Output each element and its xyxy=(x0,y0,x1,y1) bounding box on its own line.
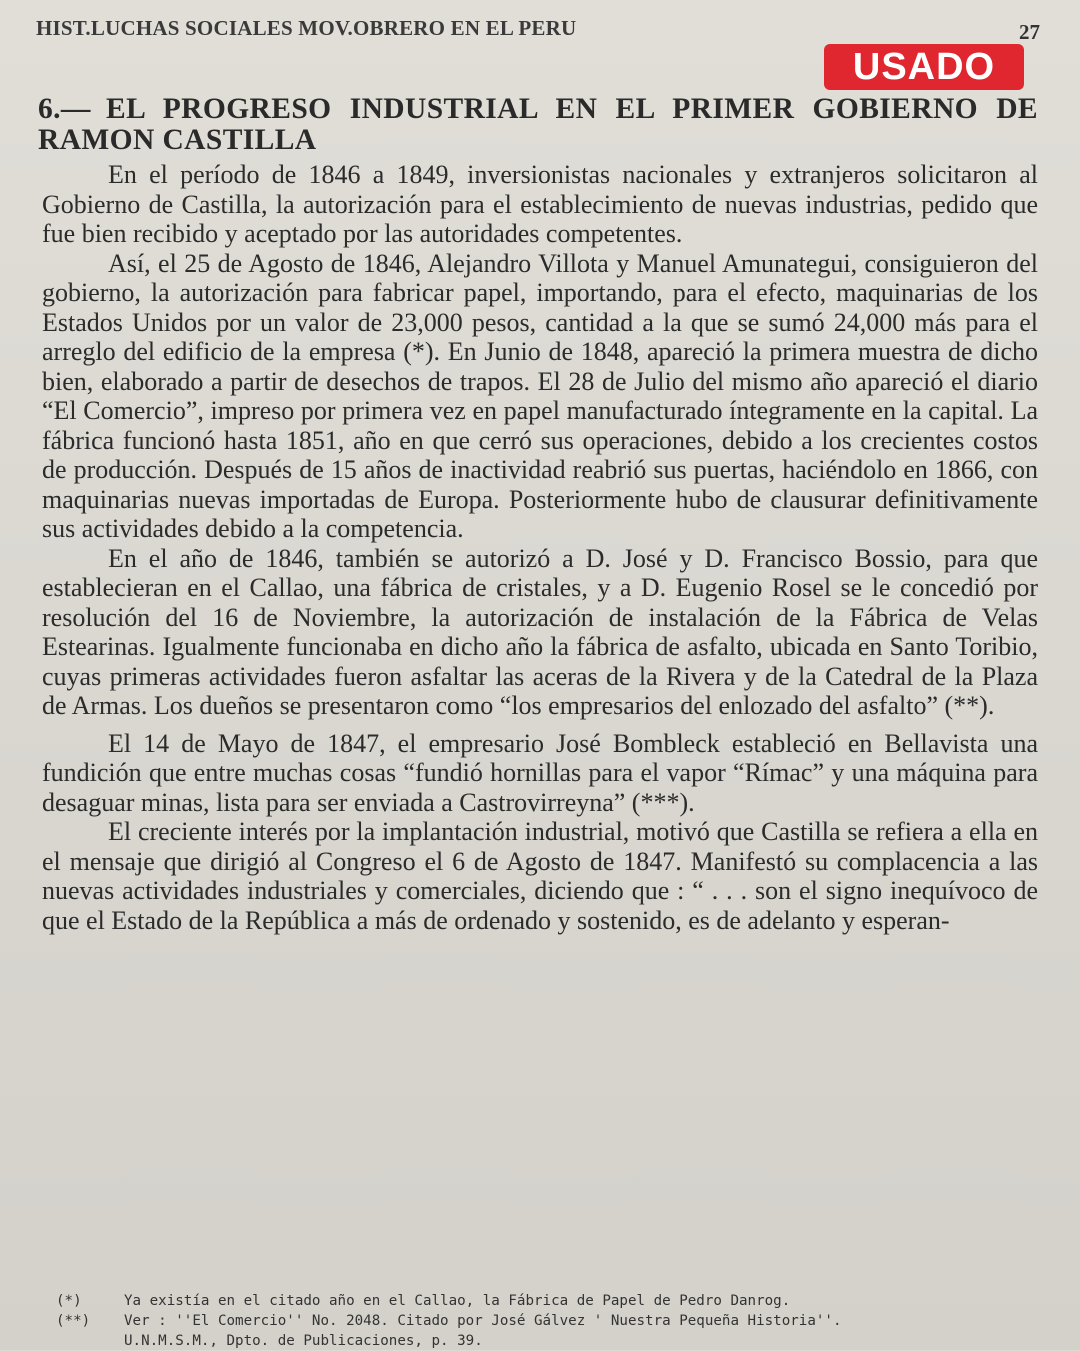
section-number: 6.— xyxy=(38,93,91,125)
footnote xyxy=(56,1291,1046,1311)
paragraph: En el período de 1846 a 1849, inversionistas nacionales y extranjeros solicitaron al Gobierno de Castilla, la autorización para el establecimiento de nuevas industrias, pedido que fue bien recibido y aceptado por las autoridades competentes. xyxy=(42,160,1038,248)
section-title-text: EL PROGRESO INDUSTRIAL EN EL PRIMER GOBIERNO DE RAMON CASTILLA xyxy=(38,93,1038,156)
used-badge: USADO xyxy=(824,44,1024,90)
footnote-mark: (**) xyxy=(56,1313,91,1329)
footnote xyxy=(56,1311,1046,1331)
paragraph: El 14 de Mayo de 1847, el empresario José Bombleck estableció en Bellavista una fundición que entre muchas cosas “fundió hornillas para el vapor “Rímac” y una máquina para desaguar minas, lista para ser enviada a Castrovirreyna” (***). xyxy=(42,728,1038,817)
footnote-text: Ver : ''El Comercio'' No. 2048. Citado por José Gálvez ' Nuestra Pequeña Historia''. xyxy=(124,1313,842,1329)
paragraph: Así, el 25 de Agosto de 1846, Alejandro Villota y Manuel Amunategui, consiguieron del gobierno, la autorización para fabricar papel, importando, para el efecto, maquinarias de los Estados Unidos por un valor de 23,000 pesos, cantidad a la que se sumó 24,000 más para el arreglo del edificio de la empresa (*). En Junio de 1848, apareció la primera muestra de dicho bien, elaborado a partir de desechos de trapos. El 28 de Julio del mismo año apareció el diario “El Comercio”, impreso por primera vez en papel manufacturado íntegramente en la capital. La fábrica funcionó hasta 1851, año en que cerró sus operaciones, debido a los crecientes costos de producción. Después de 15 años de inactividad reabrió sus puertas, haciéndolo en 1866, con maquinarias nuevas importadas de Europa. Posteriormente hubo de clausurar definitivamente sus actividades debido a la competencia. xyxy=(42,248,1038,543)
paragraph: En el año de 1846, también se autorizó a D. José y D. Francisco Bossio, para que establecieran en el Callao, una fábrica de cristales, y a D. Eugenio Rosel se le concedió por resolución del 16 de Noviembre, la autorización de instalación de la Fábrica de Velas Estearinas. Igualmente funcionaba en dicho año la fábrica de asfalto, ubicada en Santo Toribio, cuyas primeras actividades fueron asfaltar las aceras de la Rivera y de la Catedral de la Plaza de Armas. Los dueños se presentaron como “los empresarios del enlozado del asfalto” (**). xyxy=(42,543,1038,720)
page-number: 27 xyxy=(1019,20,1040,44)
paragraph: El creciente interés por la implantación industrial, motivó que Castilla se refiera a ella en el mensaje que dirigió al Congreso el 6 de Agosto de 1847. Manifestó su complacencia a las nuevas actividades industriales y comerciales, diciendo que : “ . . . son el signo inequívoco de que el Estado de la República a más de ordenado y sostenido, es de adelanto y esperan- xyxy=(42,817,1038,935)
footnote-mark: (*) xyxy=(56,1293,82,1309)
running-header: HIST.LUCHAS SOCIALES MOV.OBRERO EN EL PERU xyxy=(36,16,577,40)
body-text xyxy=(42,160,1038,935)
section-heading xyxy=(38,94,1038,156)
footnotes xyxy=(56,1291,1046,1351)
footnote-continuation: U.N.M.S.M., Dpto. de Publicaciones, p. 39. xyxy=(124,1333,483,1349)
footnote-text: Ya existía en el citado año en el Callao, la Fábrica de Papel de Pedro Danrog. xyxy=(124,1293,791,1309)
